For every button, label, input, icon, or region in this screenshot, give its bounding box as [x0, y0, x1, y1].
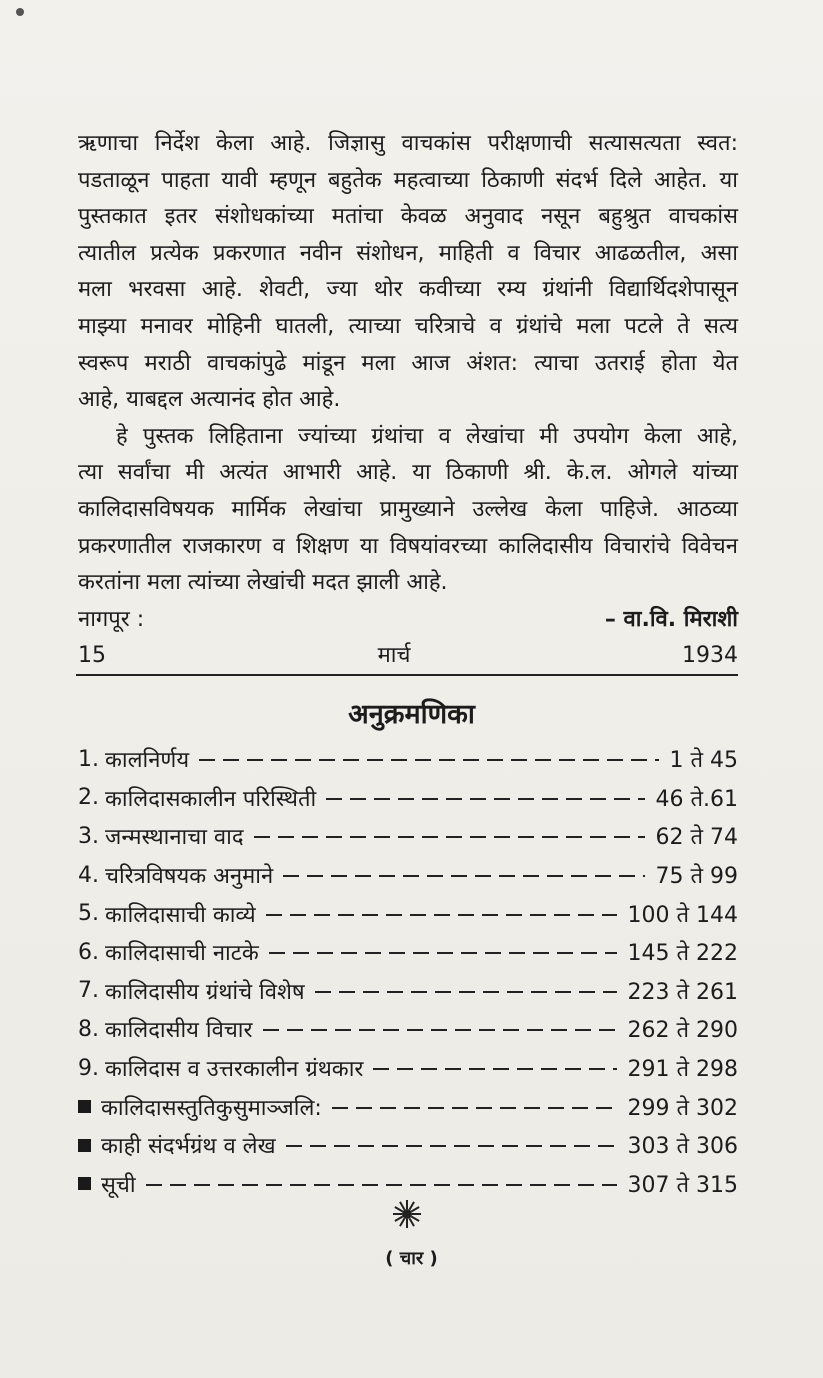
preface-line: पडताळून पाहता यावी म्हणून बहुतेक महत्वाच्या ठिकाणी संदर्भ दिले आहेत. या [78, 167, 738, 193]
toc-entry-title: कालिदासाची नाटके [105, 941, 259, 967]
section-divider [76, 674, 738, 676]
toc-entry-title: सूची [101, 1172, 136, 1198]
toc-entry-pages: 262 ते 290 [627, 1018, 738, 1044]
page-number: ( चार ) [385, 1248, 438, 1269]
toc-entry-pages: 75 ते 99 [655, 864, 738, 890]
preface-line: आहे, याबद्दल अत्यानंद होत आहे. [78, 387, 341, 413]
toc-entry [78, 1087, 738, 1126]
square-bullet-icon [78, 1139, 91, 1152]
toc-entry-pages: 145 ते 222 [627, 941, 738, 967]
toc-leader-dashes [286, 1145, 618, 1147]
preface-line: माझ्या मनावर मोहिनी घातली, त्याच्या चरित्राचे व ग्रंथांचे मला पटले ते सत्य [78, 313, 738, 339]
toc-entry-title: कालिदासकालीन परिस्थिती [105, 786, 317, 812]
toc-entry [78, 972, 738, 1011]
preface-line: पुस्तकात इतर संशोधकांच्या मतांचा केवळ अनुवाद नसून बहुश्रुत वाचकांस [78, 204, 738, 230]
toc-entry-title: काही संदर्भग्रंथ व लेख [101, 1134, 276, 1160]
corner-dot-mark [16, 8, 24, 16]
preface-paragraph-1 [78, 126, 738, 419]
toc-entry-number: 6. [78, 939, 99, 965]
toc-entry-pages: 62 ते 74 [655, 825, 738, 851]
toc-entry-number: 8. [78, 1016, 99, 1042]
toc-entry [78, 817, 738, 856]
toc-entry [78, 1010, 738, 1049]
toc-leader-dashes [326, 798, 645, 800]
preface-line: त्या सर्वांचा मी अत्यंत आभारी आहे. या ठिकाणी श्री. के.ल. ओगले यांच्या [78, 460, 738, 486]
preface-line: कालिदासविषयक मार्मिक लेखांचा प्रामुख्याने उल्लेख केला पाहिजे. आठव्या [78, 496, 738, 522]
toc-entry-number: 7. [78, 978, 99, 1004]
toc-leader-dashes [315, 991, 618, 993]
toc-entry-title: कालिदासीय ग्रंथांचे विशेष [105, 979, 305, 1005]
square-bullet-icon [78, 1177, 91, 1190]
toc-entry-number: 5. [78, 901, 99, 927]
toc-entry-pages: 223 ते 261 [627, 979, 738, 1005]
toc-entry-title: कालिदासस्तुतिकुसुमाञ्जलि: [101, 1095, 322, 1121]
preface-line: स्वरूप मराठी वाचकांपुढे मांडून मला आज अंशत: त्याचा उतराई होता येत [78, 350, 738, 376]
toc-entry-title: कालिदासाची काव्ये [105, 902, 256, 928]
toc-entry-title: कालिदासीय विचार [105, 1018, 253, 1044]
toc-leader-dashes [269, 952, 618, 954]
preface-line: त्यातील प्रत्येक प्रकरणात नवीन संशोधन, माहिती व विचार आढळतील, असा [78, 240, 738, 266]
toc-entry-pages: 307 ते 315 [627, 1172, 738, 1198]
preface-line: ऋणाचा निर्देश केला आहे. जिज्ञासु वाचकांस परीक्षणाची सत्यासत्यता स्वत: [78, 131, 738, 156]
toc-leader-dashes [199, 759, 659, 761]
toc-entry-pages: 1 ते 45 [669, 748, 738, 774]
toc-list [78, 740, 738, 1203]
toc-entry-pages: 299 ते 302 [627, 1095, 738, 1121]
toc-entry-number: 3. [78, 823, 99, 849]
preface-line: हे पुस्तक लिहिताना ज्यांच्या ग्रंथांचा व लेखांचा मी उपयोग केला आहे, [116, 423, 738, 449]
toc-leader-dashes [283, 875, 645, 877]
toc-entry-pages: 291 ते 298 [627, 1057, 738, 1083]
toc-entry-title: कालनिर्णय [105, 748, 190, 774]
toc-entry-number: 4. [78, 862, 99, 888]
toc-entry-number: 2. [78, 785, 99, 811]
toc-leader-dashes [263, 1029, 618, 1031]
author-signature: – वा.वि. मिराशी [604, 606, 738, 632]
toc-entry [78, 856, 738, 895]
toc-leader-dashes [373, 1068, 617, 1070]
toc-leader-dashes [332, 1107, 618, 1109]
toc-entry [78, 894, 738, 933]
preface-date: 15 मार्च 1934 [78, 643, 738, 669]
preface-paragraph-2 [78, 419, 738, 602]
toc-entry [78, 779, 738, 818]
toc-entry [78, 740, 738, 779]
toc-entry [78, 933, 738, 972]
toc-entry-number: 1. [78, 746, 99, 772]
flower-ornament-icon [391, 1198, 423, 1230]
square-bullet-icon [78, 1100, 91, 1113]
toc-entry-title: चरित्रविषयक अनुमाने [105, 864, 274, 890]
toc-entry-title: जन्मस्थानाचा वाद [105, 825, 244, 851]
toc-heading: अनुक्रमणिका [348, 699, 475, 730]
toc-entry-pages: 303 ते 306 [627, 1134, 738, 1160]
toc-entry [78, 1126, 738, 1165]
toc-leader-dashes [254, 836, 646, 838]
toc-entry [78, 1049, 738, 1088]
toc-leader-dashes [266, 914, 618, 916]
signature-row [78, 602, 738, 639]
toc-leader-dashes [146, 1184, 618, 1186]
preface-line: करतांना मला त्यांच्या लेखांची मदत झाली आहे. [78, 570, 448, 596]
place-label: नागपूर : [78, 606, 145, 632]
toc-entry-pages: 100 ते 144 [627, 902, 738, 928]
toc-entry-number: 9. [78, 1055, 99, 1081]
preface-line: प्रकरणातील राजकारण व शिक्षण या विषयांवरच्या कालिदासीय विचारांचे विवेचन [78, 533, 738, 559]
preface-line: मला भरवसा आहे. शेवटी, ज्या थोर कवीच्या रम्य ग्रंथांनी विद्यार्थिदशेपासून [78, 277, 738, 303]
preface-text [78, 126, 738, 675]
toc-entry-title: कालिदास व उत्तरकालीन ग्रंथकार [105, 1057, 364, 1083]
toc-entry-pages: 46 ते.61 [655, 786, 738, 812]
